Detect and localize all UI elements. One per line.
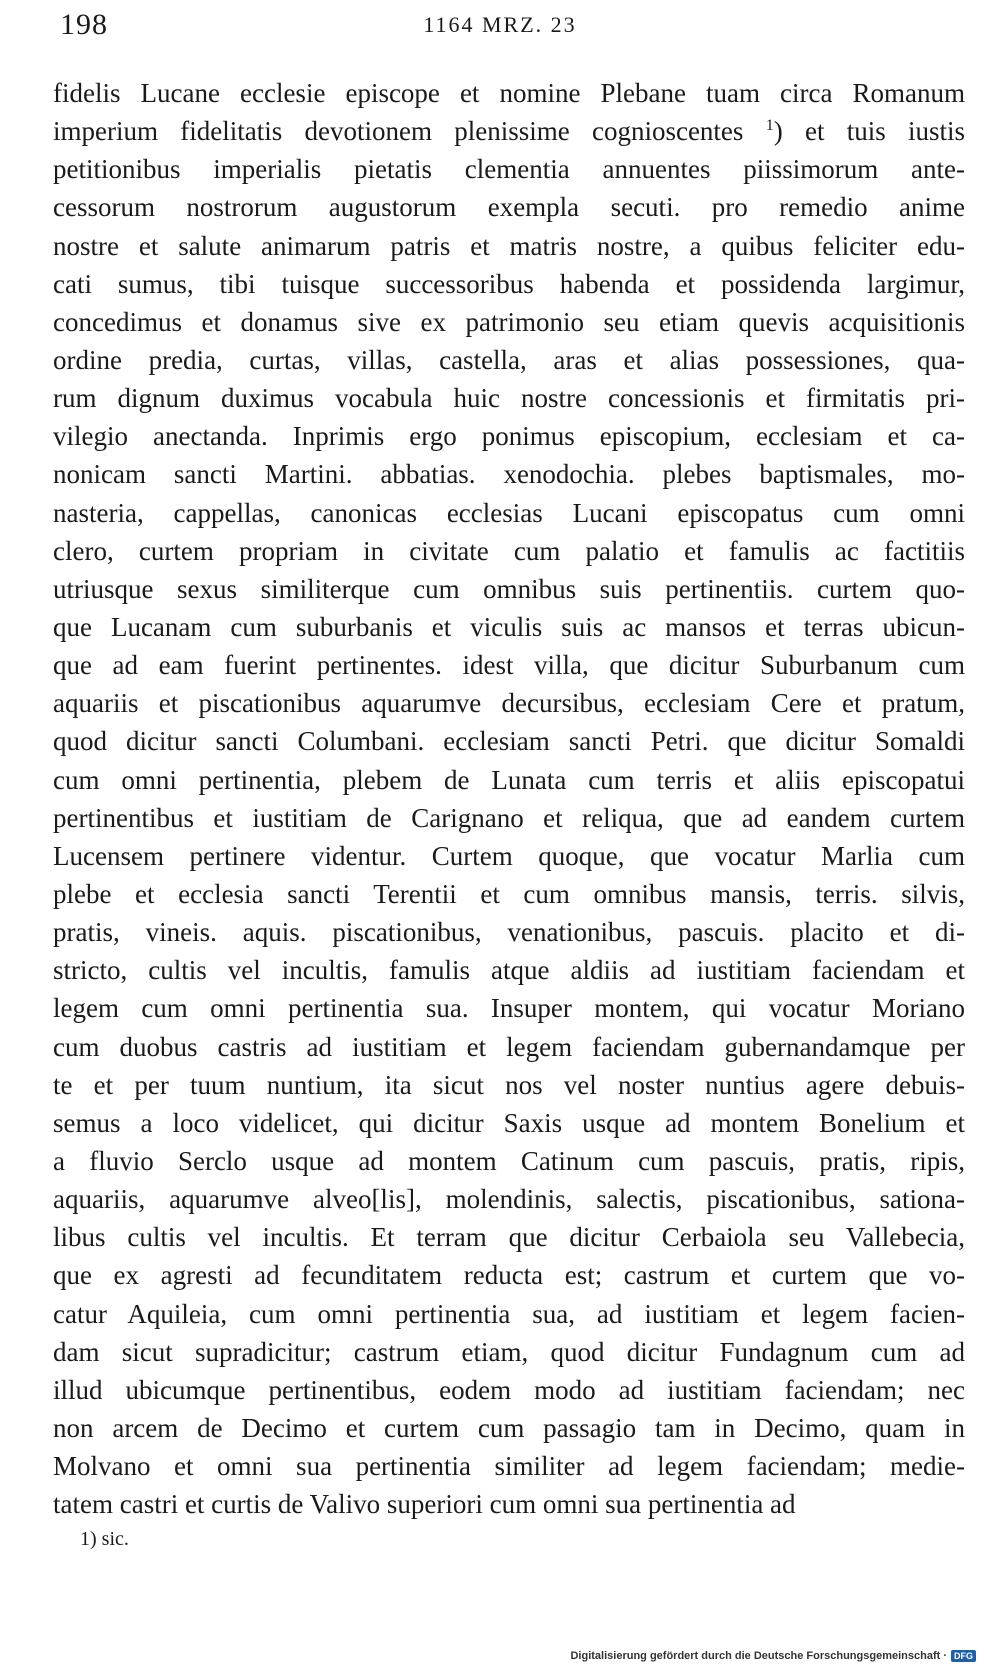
footnote-marker: 1 xyxy=(765,117,774,135)
text-line: aquariis, aquarumve alveo[lis], molendinis, salectis, piscationibus, sationa- xyxy=(53,1184,965,1215)
text-line: te et per tuum nuntium, ita sicut nos vel noster nuntius agere debuis- xyxy=(53,1069,965,1100)
page-header xyxy=(60,8,940,48)
text-line: quod dicitur sancti Columbani. ecclesiam sancti Petri. que dicitur Somaldi xyxy=(53,726,965,757)
footnote: 1) sic. xyxy=(80,1528,129,1550)
text-line: que Lucanam cum suburbanis et viculis suis ac mansos et terras ubicun- xyxy=(53,611,965,642)
digitization-credit xyxy=(570,1650,976,1662)
text-line: plebe et ecclesia sancti Terentii et cum omnibus mansis, terris. silvis, xyxy=(53,878,965,909)
text-line: ordine predia, curtas, villas, castella, aras et alias possessiones, qua- xyxy=(53,344,965,375)
credit-text: Digitalisierung gefördert durch die Deutsche Forschungsgemeinschaft · xyxy=(570,1650,947,1662)
text-line: fidelis Lucane ecclesie episcope et nomine Plebane tuam circa Romanum xyxy=(53,78,965,108)
text-line-with-footnote xyxy=(53,112,965,150)
charter-text xyxy=(53,74,965,1523)
text-line: cati sumus, tibi tuisque successoribus habenda et possidenda largimur, xyxy=(53,268,965,299)
text-line: Lucensem pertinere videntur. Curtem quoque, que vocatur Marlia cum xyxy=(53,840,965,871)
text-line: aquariis et piscationibus aquarumve decursibus, ecclesiam Cere et pratum, xyxy=(53,688,965,719)
text-line: Molvano et omni sua pertinentia similiter ad legem faciendam; medie- xyxy=(53,1451,965,1482)
text-line: catur Aquileia, cum omni pertinentia sua, ad iustitiam et legem facien- xyxy=(53,1298,965,1329)
page-number: 198 xyxy=(60,8,108,41)
text-line: que ad eam fuerint pertinentes. idest villa, que dicitur Suburbanum cum xyxy=(53,650,965,681)
text-line: cessorum nostrorum augustorum exempla secuti. pro remedio anime xyxy=(53,192,965,223)
text-line: nostre et salute animarum patris et matris nostre, a quibus feliciter edu- xyxy=(53,230,965,261)
text-line: pratis, vineis. aquis. piscationibus, venationibus, pascuis. placito et di- xyxy=(53,917,965,948)
text-line: cum duobus castris ad iustitiam et legem faciendam gubernandamque per xyxy=(53,1031,965,1062)
text-line: libus cultis vel incultis. Et terram que dicitur Cerbaiola seu Vallebecia, xyxy=(53,1222,965,1253)
text-line: semus a loco videlicet, qui dicitur Saxis usque ad montem Bonelium et xyxy=(53,1107,965,1138)
text-line: petitionibus imperialis pietatis clementia annuentes piissimorum ante- xyxy=(53,154,965,185)
text-line: stricto, cultis vel incultis, famulis atque aldiis ad iustitiam faciendam et xyxy=(53,955,965,986)
text-line: dam sicut supradicitur; castrum etiam, quod dicitur Fundagnum cum ad xyxy=(53,1336,965,1367)
text-line: que ex agresti ad fecunditatem reducta est; castrum et curtem que vo- xyxy=(53,1260,965,1291)
text-line-segment: ) et tuis iustis xyxy=(773,116,965,147)
text-line: legem cum omni pertinentia sua. Insuper montem, qui vocatur Moriano xyxy=(53,993,965,1024)
text-line: vilegio anectanda. Inprimis ergo ponimus episcopium, ecclesiam et ca- xyxy=(53,421,965,452)
text-line: a fluvio Serclo usque ad montem Catinum cum pascuis, pratis, ripis, xyxy=(53,1145,965,1176)
text-line: non arcem de Decimo et curtem cum passagio tam in Decimo, quam in xyxy=(53,1412,965,1443)
text-line: cum omni pertinentia, plebem de Lunata cum terris et aliis episcopatui xyxy=(53,764,965,795)
text-line: illud ubicumque pertinentibus, eodem modo ad iustitiam faciendam; nec xyxy=(53,1374,965,1405)
dfg-logo-icon: DFG xyxy=(951,1650,976,1662)
text-line: nasteria, cappellas, canonicas ecclesias Lucani episcopatus cum omni xyxy=(53,497,965,528)
text-line: rum dignum duximus vocabula huic nostre concessionis et firmitatis pri- xyxy=(53,383,965,414)
text-line: nonicam sancti Martini. abbatias. xenodochia. plebes baptismales, mo- xyxy=(53,459,965,490)
text-line: tatem castri et curtis de Valivo superiori cum omni sua pertinentia ad xyxy=(53,1489,796,1520)
text-line: clero, curtem propriam in civitate cum palatio et famulis ac factitiis xyxy=(53,535,965,566)
running-head: 1164 MRZ. 23 xyxy=(423,12,577,37)
text-line-segment: imperium fidelitatis devotionem plenissime cognioscentes xyxy=(53,116,744,147)
text-line: pertinentibus et iustitiam de Carignano et reliqua, que ad eandem curtem xyxy=(53,802,965,833)
text-line: utriusque sexus similiterque cum omnibus suis pertinentiis. curtem quo- xyxy=(53,573,965,604)
text-line: concedimus et donamus sive ex patrimonio seu etiam quevis acquisitionis xyxy=(53,306,965,337)
